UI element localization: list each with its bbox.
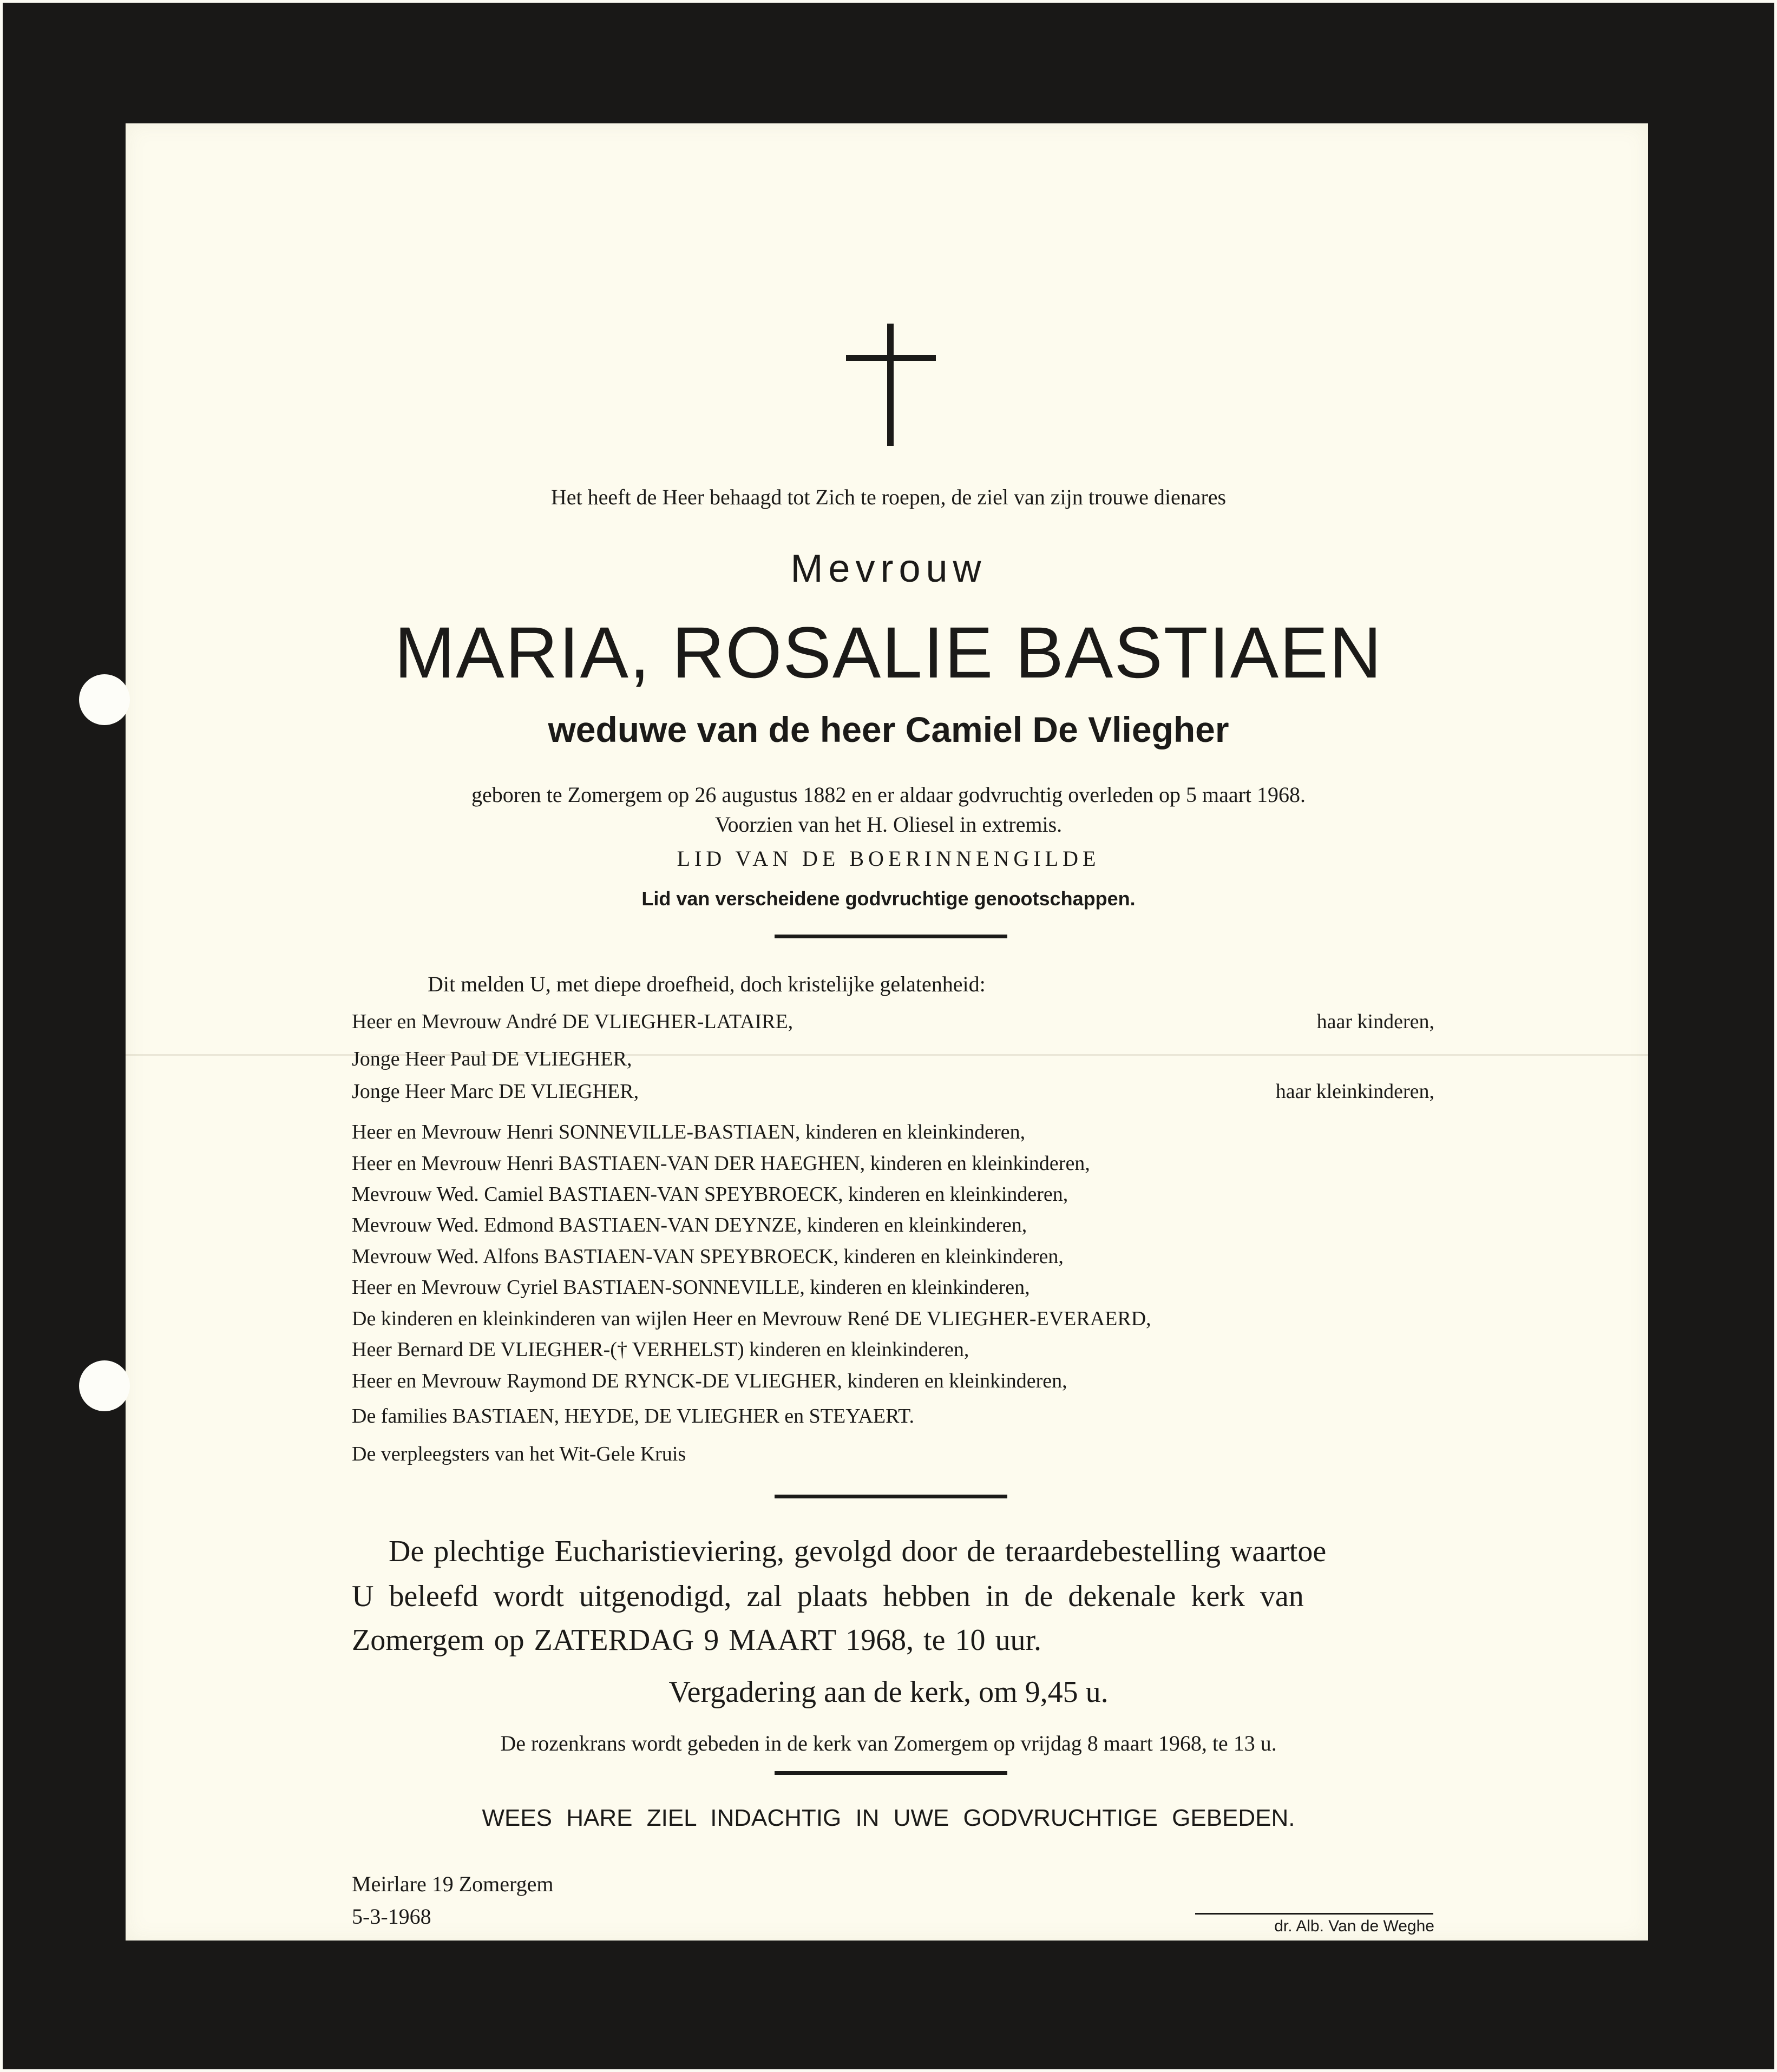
mourner-name: De families BASTIAEN, HEYDE, DE VLIEGHER en STEYAERT. [352,1405,915,1428]
service-line-1: De plechtige Eucharistieviering, gevolgd door de teraardebestelling waartoe [389,1535,1327,1568]
salutation: Mevrouw [790,547,987,590]
sacrament: Voorzien van het H. Oliesel in extremis. [714,812,1063,837]
rosary-text: De rozenkrans wordt gebeden in de kerk van Zomergem op vrijdag 8 maart 1968, te 13 u. [500,1731,1277,1755]
mourner-role: haar kinderen, [1316,1010,1434,1033]
date: 5-3-1968 [352,1904,431,1929]
mourner-name: Heer en Mevrouw André DE VLIEGHER-LATAIRE, [352,1010,794,1033]
mourner-name: Mevrouw Wed. Alfons BASTIAEN-VAN SPEYBROECK, kinderen en kleinkinderen, [352,1245,1064,1268]
printer-credit: dr. Alb. Van de Weghe [1274,1917,1434,1935]
societies: Lid van verscheidene godvruchtige genootschappen. [641,887,1136,910]
widow-of: weduwe van de heer Camiel De Vliegher [548,709,1229,749]
mourner-name: Jonge Heer Paul DE VLIEGHER, [352,1048,632,1070]
mourner-row [352,1120,1434,1144]
cross-icon [846,324,936,446]
born-died: geboren te Zomergem op 26 augustus 1882 en er aldaar godvruchtig overleden op 5 maart 1968. [471,782,1306,807]
mourner-row [352,1080,1434,1103]
mourner-row [352,1275,1434,1299]
mourner-row [352,1442,1434,1466]
service-line-3: Zomergem op ZATERDAG 9 MAART 1968, te 10 uur. [352,1623,1042,1657]
mourner-name: Heer en Mevrouw Raymond DE RYNCK-DE VLIEGHER, kinderen en kleinkinderen, [352,1370,1067,1392]
mourner-row [352,1182,1434,1206]
mourner-row [352,1213,1434,1237]
divider-2 [775,1495,1007,1498]
meeting-time: Vergadering aan de kerk, om 9,45 u. [668,1675,1109,1709]
mourner-name: De verpleegsters van het Wit-Gele Kruis [352,1443,686,1465]
deceased-name: MARIA, ROSALIE BASTIAEN [394,613,1383,693]
punch-hole-bottom [79,1360,130,1411]
mourner-row [352,1010,1434,1034]
mourner-name: Heer en Mevrouw Henri BASTIAEN-VAN DER HAEGHEN, kinderen en kleinkinderen, [352,1152,1090,1175]
mourner-name: Heer en Mevrouw Cyriel BASTIAEN-SONNEVILLE, kinderen en kleinkinderen, [352,1276,1030,1299]
printer-rule [1195,1913,1433,1915]
prayer-request: WEES HARE ZIEL INDACHTIG IN UWE GODVRUCHTIGE GEBEDEN. [482,1805,1295,1831]
mourner-row [352,1047,1434,1071]
mourner-name: Heer Bernard DE VLIEGHER-(† VERHELST) kinderen en kleinkinderen, [352,1338,969,1361]
mourner-name: Jonge Heer Marc DE VLIEGHER, [352,1080,639,1103]
intro-text: Het heeft de Heer behaagd tot Zich te roepen, de ziel van zijn trouwe dienares [550,485,1227,509]
mourner-row [352,1307,1434,1331]
mourner-row [352,1369,1434,1393]
mourner-name: Mevrouw Wed. Edmond BASTIAEN-VAN DEYNZE, kinderen en kleinkinderen, [352,1214,1027,1236]
mourner-row [352,1404,1434,1428]
mourner-name: Mevrouw Wed. Camiel BASTIAEN-VAN SPEYBROECK, kinderen en kleinkinderen, [352,1183,1068,1206]
mourner-row [352,1152,1434,1175]
mourner-name: De kinderen en kleinkinderen van wijlen Heer en Mevrouw René DE VLIEGHER-EVERAERD, [352,1307,1151,1330]
mourner-role: haar kleinkinderen, [1275,1080,1434,1103]
address: Meirlare 19 Zomergem [352,1872,554,1896]
divider-1 [775,935,1007,938]
announce-text: Dit melden U, met diepe droefheid, doch kristelijke gelatenheid: [428,972,986,996]
divider-3 [775,1771,1007,1775]
service-line-2: U beleefd wordt uitgenodigd, zal plaats hebben in de dekenale kerk van [352,1580,1304,1613]
mourner-row [352,1245,1434,1268]
guild: LID VAN DE BOERINNENGILDE [677,846,1100,871]
mourner-row [352,1338,1434,1361]
mourner-name: Heer en Mevrouw Henri SONNEVILLE-BASTIAEN, kinderen en kleinkinderen, [352,1121,1026,1143]
